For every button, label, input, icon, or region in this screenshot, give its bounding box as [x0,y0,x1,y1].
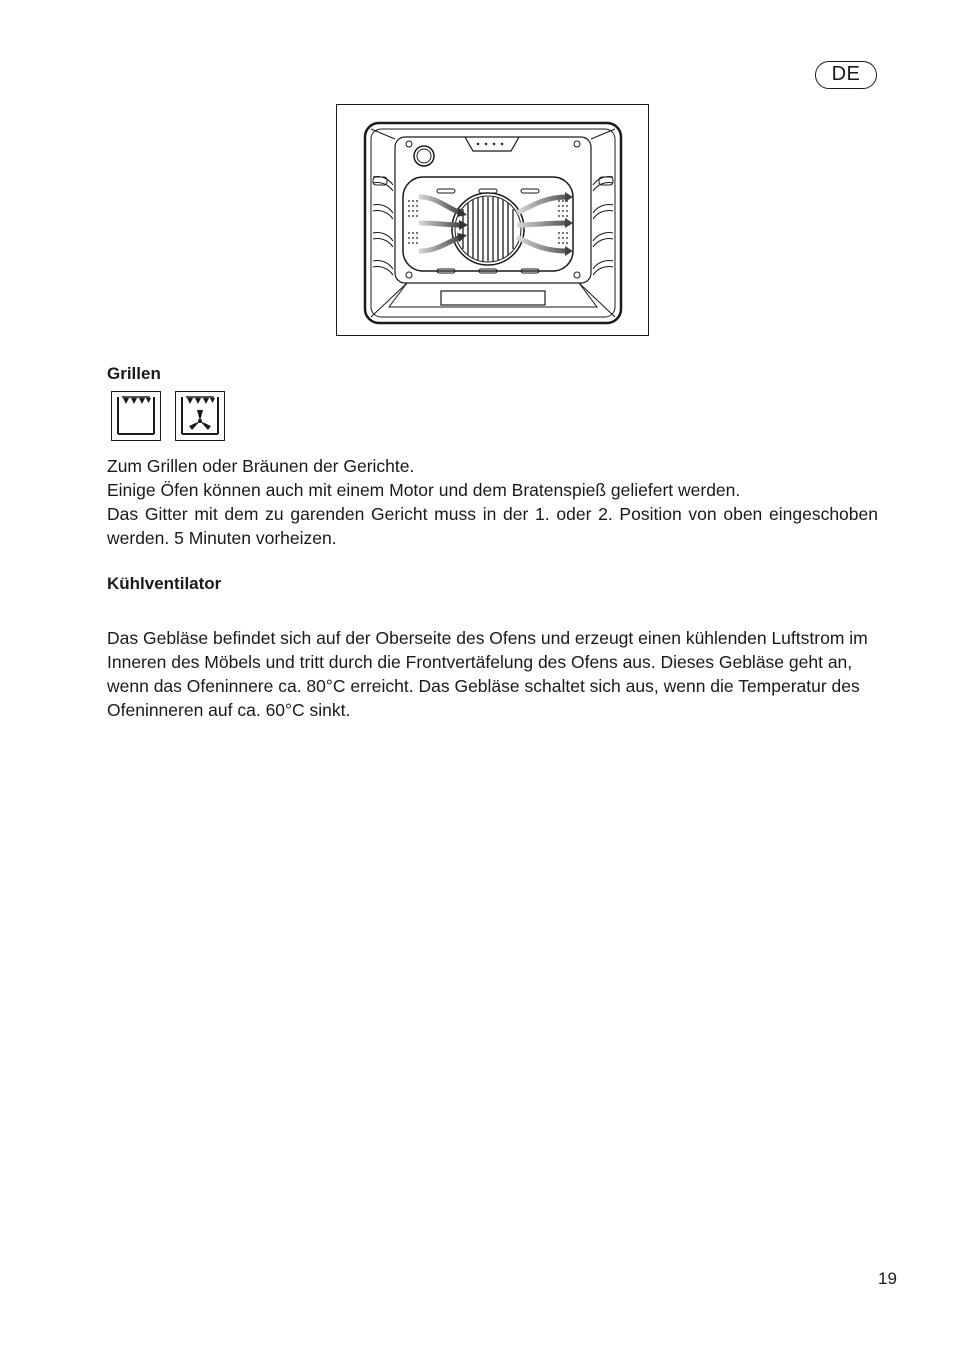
grill-fan-symbol [175,391,225,441]
grill-line-1: Zum Grillen oder Bräunen der Gerichte. [107,456,415,476]
oven-interior-diagram [336,104,649,336]
grill-symbol [111,391,161,441]
function-symbols [111,391,225,441]
grill-description [107,454,878,550]
oven-interior-convection-diagram-icon [337,105,648,335]
cooling-fan-description [107,626,877,722]
language-badge: DE [815,61,877,89]
grill-line-2: Einige Öfen können auch mit einem Motor und dem Bratenspieß geliefert werden. [107,480,741,500]
grill-fan-icon [176,392,224,440]
grill-icon [112,392,160,440]
grill-line-3: Das Gitter mit dem zu garenden Gericht muss in der 1. oder 2. Position von oben eingeschoben werden. 5 Minuten vorheizen. [107,504,878,548]
grill-section-title: Grillen [107,364,161,383]
cooling-fan-paragraph: Das Gebläse befindet sich auf der Oberseite des Ofens und erzeugt einen kühlenden Luftstrom im Inneren des Möbels und tritt durch die Frontvertäfelung des Ofens aus. Dieses Gebläse geht an, wenn das Ofeninnere ca. 80°C erreicht. Das Gebläse schaltet sich aus, wenn die Temperatur des Ofeninneren auf ca. 60°C sinkt. [107,628,868,720]
cooling-fan-section-title: Kühlventilator [107,574,222,593]
page-number: 19 [878,1269,897,1288]
